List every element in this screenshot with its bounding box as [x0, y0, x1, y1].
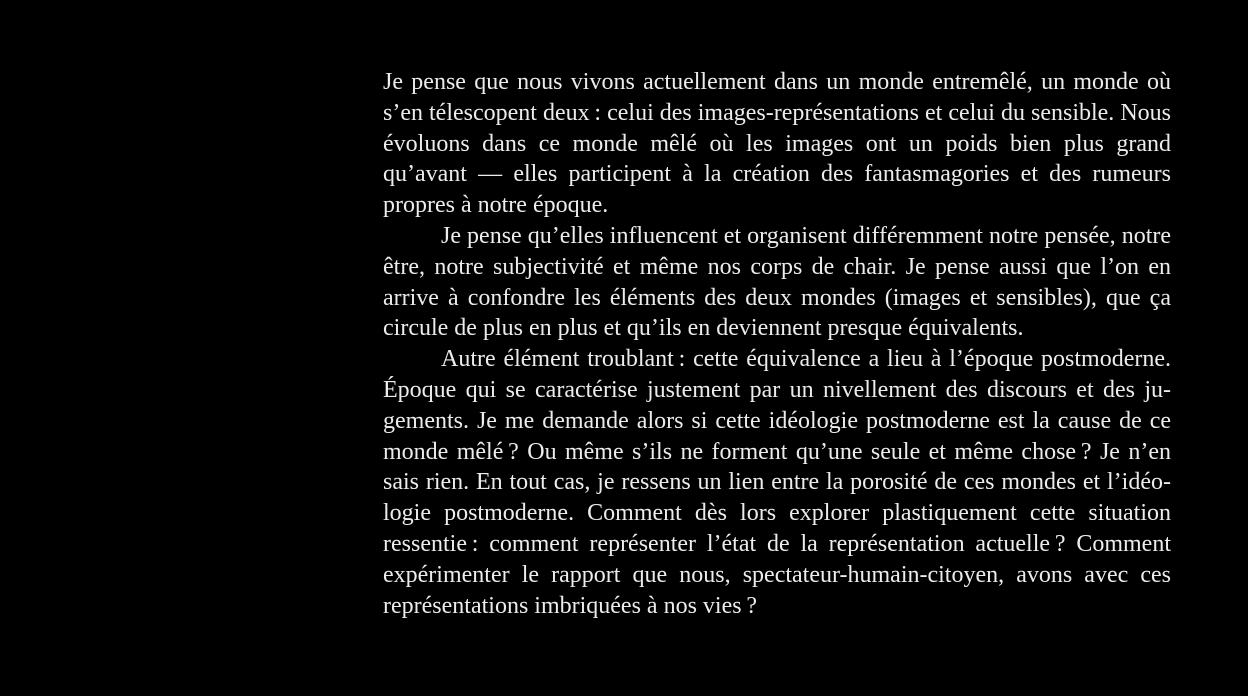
paragraph-3: Autre élément troublant : cette équivalence a lieu à l’époque postmoderne. Époque qui se caractérise justement par un nivellement des discours et des jugements. Je me demande alors si cette idéologie postmoderne est la cause de ce monde mêlé ? Ou même s’ils ne forment qu’une seule et même chose ? Je n’en sais rien. En tout cas, je ressens un lien entre la porosité de ces mondes et l’idéologie postmoderne. Comment dès lors explorer plastiquement cette situation ressentie : comment représenter l’état de la représentation actuelle ? Comment expérimenter le rapport que nous, spectateur-humain-citoyen, avons avec ces représentations imbriquées à nos vies ? — [383, 346, 1171, 619]
paragraph-1: Je pense que nous vivons actuellement dans un monde entremêlé, un monde où s’en télescopent deux : celui des images-représentations et celui du sensible. Nous évoluons dans ce monde mêlé où les images ont un poids bien plus grand qu’avant — elles participent à la création des fantasmagories et des rumeurs propres à notre époque. — [383, 69, 1171, 219]
paragraph-2: Je pense qu’elles influencent et organisent différemment notre pensée, notre être, notre subjectivité et même nos corps de chair. Je pense aussi que l’on en arrive à confondre les éléments des deux mondes (images et sensibles), que ça circule de plus en plus et qu’ils en deviennent presque équivalents. — [383, 222, 1171, 342]
text-page — [383, 67, 1171, 621]
